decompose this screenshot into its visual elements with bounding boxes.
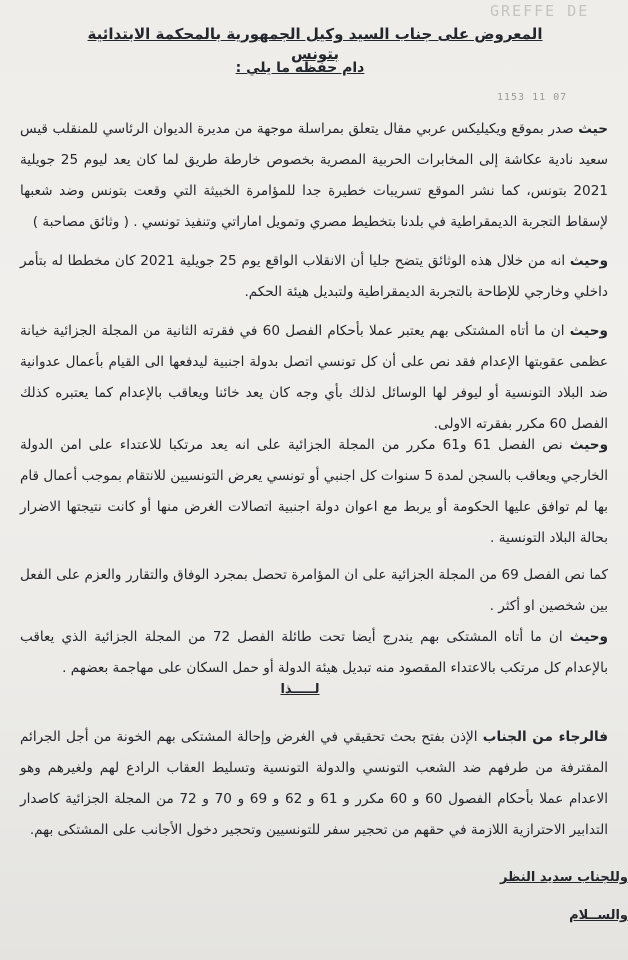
paragraph-text: الإذن بفتح بحث تحقيقي في الغرض وإحالة المشتكى بهم الخونة من أجل الجرائم المقترفة من طرفهم ضد الشعب التونسي والدولة التونسية وتسليط العقاب الرادع لهم ولغيرهم وهو الاعدام عملا بأحكام الفصول 60 و 60 مكرر و 61 و 62 و 69 و 70 و 72 من المجلة الجزائية كاصدار التدابير الاحترازية اللازمة في حقهم من تحجير سفر للتونسيين وتحجير دخول الأجانب على المشتكى بهم. [20, 729, 608, 838]
paragraph-request [20, 722, 608, 846]
paragraph-lead: حيث [578, 121, 608, 137]
paragraph-text: نص الفصل 61 و61 مكرر من المجلة الجزائية على انه يعد مرتكبا للاعتداء على امن الدولة الخارجي ويعاقب بالسجن لمدة 5 سنوات كل اجنبي أو تونسي يعرض التونسيين للانتقام بموجب أعمال قام بها لم توافق عليها الحكومة أو يربط مع اعوان دولة اجنبية اتصالات الغرض منها أو كانت نتيجتها الاضرار بحالة البلاد التونسية . [20, 437, 608, 546]
paragraph-text: ان ما أتاه المشتكى بهم يندرج أيضا تحت طائلة الفصل 72 من المجلة الجزائية الذي يعاقب بالإعدام كل مرتكب بالاعتداء المقصود منه تبديل هيئة الدولة أو حمل السكان على مهاجمة بعضهم . [20, 629, 608, 676]
paragraph-3 [20, 316, 608, 440]
paragraph-text: انه من خلال هذه الوثائق يتضح جليا أن الانقلاب الواقع يوم 25 جويلية 2021 كان مخططا له بتأمر داخلي وخارجي للإطاحة بالتجربة الديمقراطية ولتبديل هيئة الحكم. [20, 253, 608, 300]
paragraph-lead: وحيث [569, 437, 609, 453]
document-subtitle: دام حفظه ما يلي : [235, 60, 365, 76]
paragraph-lead: وحيث [569, 323, 608, 339]
paragraph-text: ان ما أتاه المشتكى بهم يعتبر عملا بأحكام الفصل 60 في فقرته الثانية من المجلة الجزائية خيانة عظمى عقوبتها الإعدام فقد نص على أن كل تونسي اتصل بدولة اجنبية ليدفعها الى القيام بأعمال عدوانية ضد البلاد التونسية أو ليوفر لها الوسائل لذلك بأي وجه كان يعد خائنا ويعاقب بالإعدام كما يعتبره كذلك الفصل 60 مكرر بفقرته الاولى. [20, 323, 608, 432]
closing-line-1: وللجناب سديد النظر [499, 870, 628, 885]
court-stamp: GREFFE DE [490, 2, 590, 20]
paragraph-4 [20, 430, 608, 554]
paragraph-1 [20, 114, 608, 238]
therefore-heading: لـــــذا [280, 682, 320, 697]
paragraph-text: كما نص الفصل 69 من المجلة الجزائية على ان المؤامرة تحصل بمجرد الوفاق والتقارر والعزم على الفعل بين شخصين او أكثر . [20, 567, 608, 614]
received-date-stamp: 1153 11 07 [497, 92, 568, 103]
closing-line-2: والســلام [569, 908, 628, 923]
paragraph-lead: وحيث [569, 629, 608, 645]
paragraph-lead: فالرجاء من الجناب [482, 729, 608, 745]
paragraph-6 [20, 622, 608, 684]
paragraph-2 [20, 246, 608, 308]
paragraph-5 [20, 560, 608, 622]
paragraph-text: صدر بموقع ويكيليكس عربي مقال يتعلق بمراسلة موجهة من مديرة الديوان الرئاسي للمنقلب قيس سعيد نادية عكاشة إلى المخابرات الحربية المصرية بخصوص خارطة طريق لما كان يعد ليوم 25 جويلية 2021 بتونس، كما نشر الموقع تسريبات خطيرة جدا للمؤامرة الخبيثة التي وقعت بتونس وضد شعبها لإسقاط التجربة الديمقراطية في بلدنا بتخطيط مصري وتمويل اماراتي وتنفيذ تونسي . ( وثائق مصاحبة ) [20, 121, 609, 230]
document-title: المعروض على جناب السيد وكيل الجمهورية بالمحكمة الابتدائية بتونس [87, 25, 543, 63]
paragraph-lead: وحيث [569, 253, 609, 269]
